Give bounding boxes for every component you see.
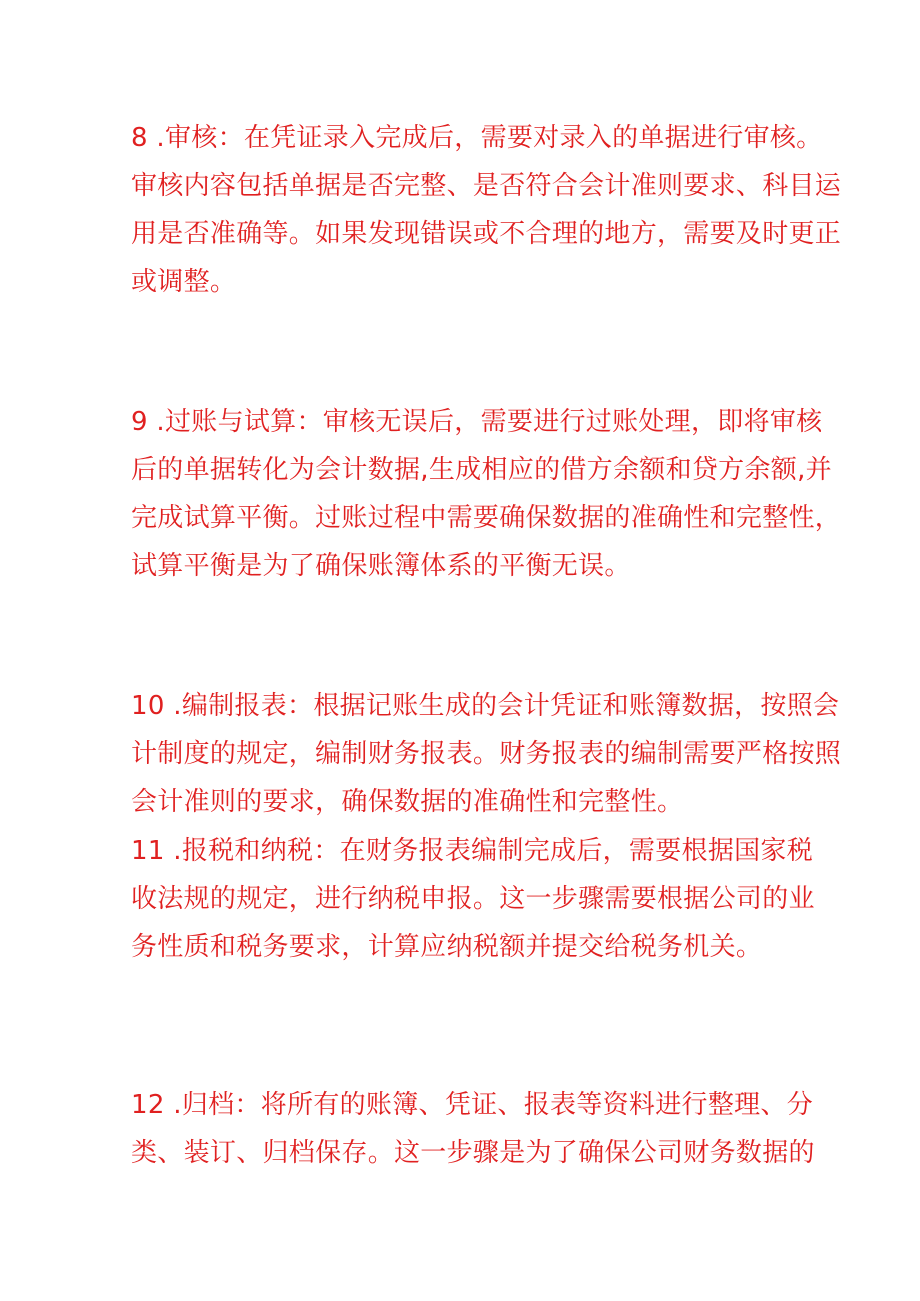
text-line: 会计准则的要求，确保数据的准确性和完整性。: [131, 787, 684, 817]
text-line: 务性质和税务要求，计算应纳税额并提交给税务机关。: [131, 932, 763, 962]
text-line: 类、装订、归档保存。这一步骤是为了确保公司财务数据的: [131, 1138, 815, 1168]
text-line: 10 .编制报表：根据记账生成的会计凭证和账簿数据，按照会: [131, 691, 840, 721]
text-line: 收法规的规定，进行纳税申报。这一步骤需要根据公司的业: [131, 884, 815, 914]
text-line: 11 .报税和纳税：在财务报表编制完成后，需要根据国家税: [131, 836, 814, 866]
paragraph-step-9: [131, 398, 841, 590]
text-line: 用是否准确等。如果发现错误或不合理的地方，需要及时更正: [131, 219, 842, 249]
paragraph-step-8: [131, 114, 841, 306]
text-line: 9 .过账与试算：审核无误后，需要进行过账处理，即将审核: [131, 407, 823, 437]
text-line: 或调整。: [131, 267, 237, 297]
text-line: 试算平衡是为了确保账簿体系的平衡无误。: [131, 551, 631, 581]
paragraph-step-11: [131, 827, 815, 971]
text-line: 计制度的规定，编制财务报表。财务报表的编制需要严格按照: [131, 739, 842, 769]
text-line: 完成试算平衡。过账过程中需要确保数据的准确性和完整性，: [131, 503, 842, 533]
text-line: 审核内容包括单据是否完整、是否符合会计准则要求、科目运: [131, 171, 842, 201]
text-line: 8 .审核：在凭证录入完成后，需要对录入的单据进行审核。: [131, 123, 823, 153]
text-line: 12 .归档：将所有的账簿、凭证、报表等资料进行整理、分: [131, 1090, 814, 1120]
paragraph-step-12: [131, 1081, 815, 1177]
text-line: 后的单据转化为会计数据,生成相应的借方余额和贷方余额,并: [131, 455, 832, 485]
paragraph-step-10: [131, 682, 841, 826]
